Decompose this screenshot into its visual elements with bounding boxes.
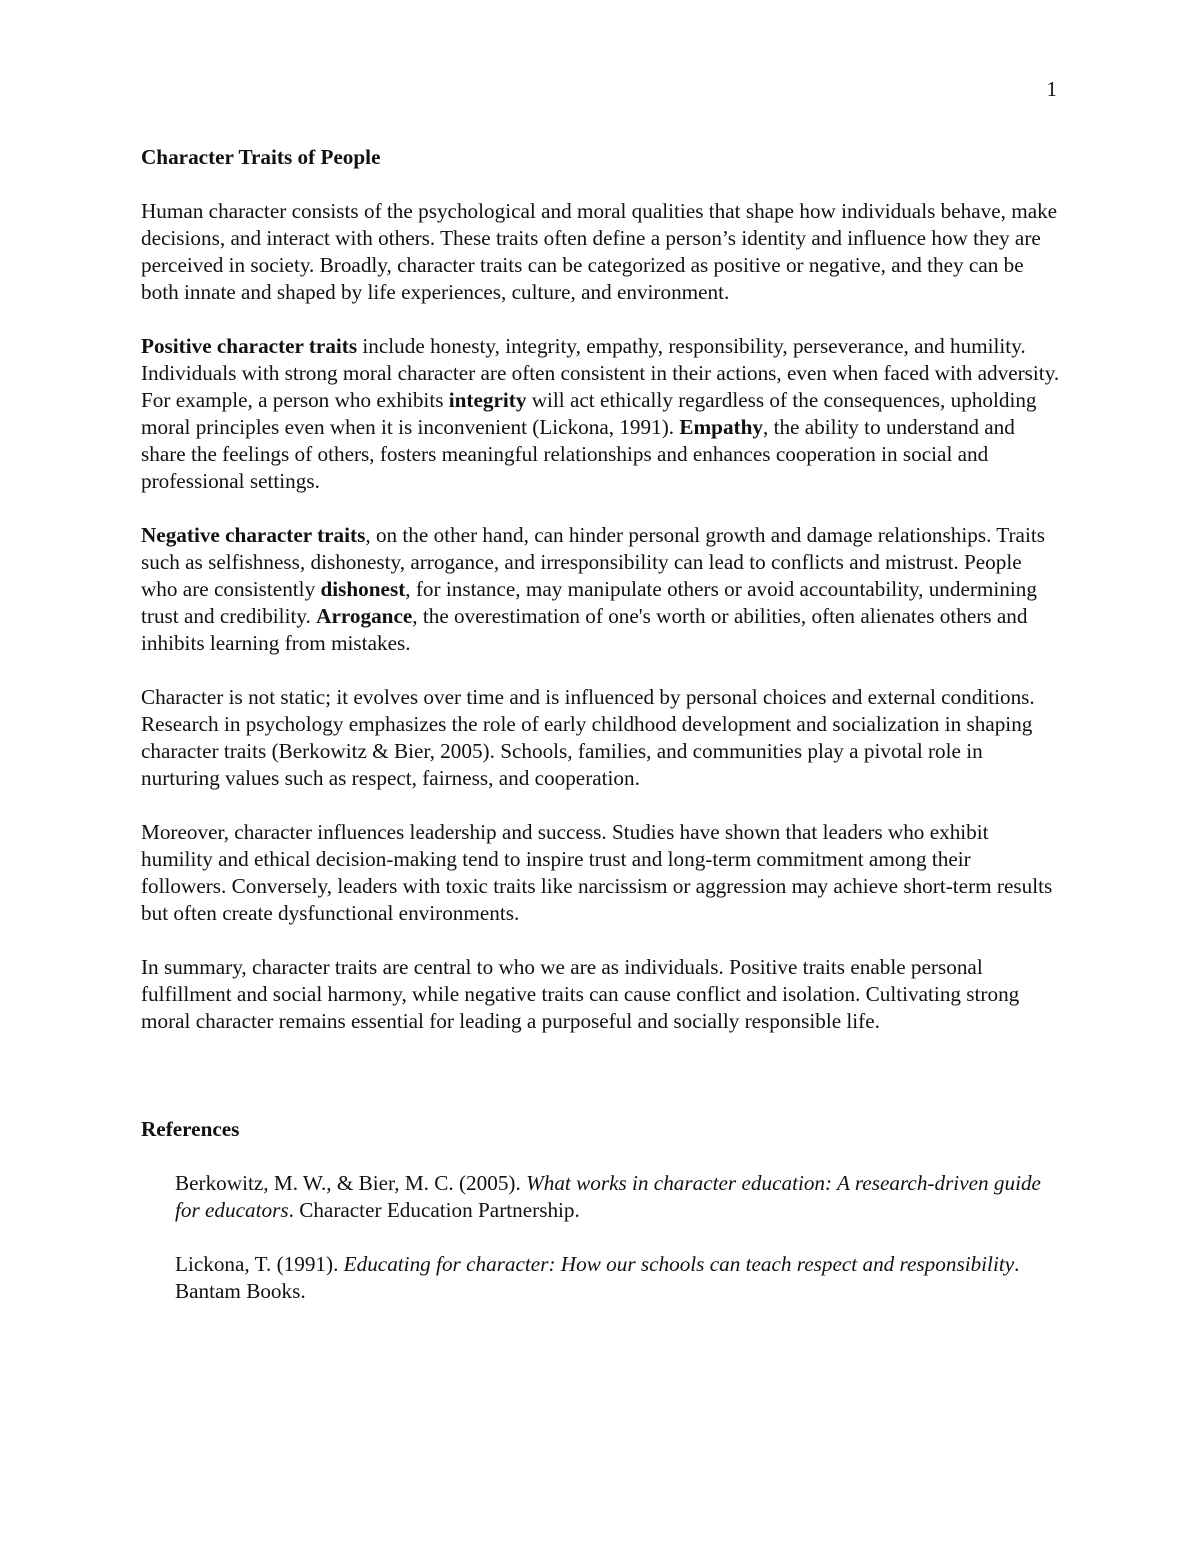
positive-text-1: include honesty, integrity, empathy, responsibility, perseverance, and humility. Individuals with strong moral character are often consistent in their actions, even when faced with adversity. For example, a person who exhibits bbox=[141, 334, 1060, 412]
positive-traits-term: Positive character traits bbox=[141, 334, 358, 358]
character-change-paragraph: Character is not static; it evolves over time and is influenced by personal choices and external conditions. Research in psychology emphasizes the role of early childhood development and socialization in shaping character traits (Berkowitz & Bier, 2005). Schools, families, and communities play a pivotal role in nurturing values such as respect, fairness, and cooperation. bbox=[141, 685, 1035, 790]
positive-text-2: will act ethically regardless of the consequences, upholding moral principles even when it is inconvenient (Lickona, 1991). bbox=[141, 388, 1037, 439]
reference-authors: Berkowitz, M. W., & Bier, M. C. (2005). bbox=[175, 1171, 527, 1195]
reference-publisher: . Character Education Partnership. bbox=[288, 1198, 580, 1222]
positive-text-3: , the ability to understand and share the feelings of others, fosters meaningful relationships and enhances cooperation in social and professional settings. bbox=[141, 415, 1015, 493]
reference-title: What works in character education: A research-driven guide for educators bbox=[175, 1171, 1041, 1222]
negative-traits-paragraph bbox=[141, 522, 1061, 657]
integrity-term: integrity bbox=[448, 388, 527, 412]
reference-publisher: . Bantam Books. bbox=[175, 1252, 1020, 1303]
reference-title: Educating for character: How our schools can teach respect and responsibility bbox=[343, 1252, 1015, 1276]
empathy-term: Empathy bbox=[679, 415, 763, 439]
page-number: 1 bbox=[1046, 77, 1057, 101]
document-body bbox=[141, 144, 1061, 1332]
intro-paragraph: Human character consists of the psychological and moral qualities that shape how individuals behave, make decisions, and interact with others. These traits often define a person’s identity and influence how they are perceived in society. Broadly, character traits can be categorized as positive or negative, and they can be both innate and shaped by life experiences, culture, and environment. bbox=[141, 199, 1058, 304]
negative-text-3: , the overestimation of one's worth or abilities, often alienates others and inhibits learning from mistakes. bbox=[141, 604, 1028, 655]
document-title: Character Traits of People bbox=[141, 145, 381, 169]
reference-item bbox=[175, 1251, 1061, 1305]
negative-text-1: , on the other hand, can hinder personal growth and damage relationships. Traits such as selfishness, dishonesty, arrogance, and irresponsibility can lead to conflicts and mistrust. People who are consistently bbox=[141, 523, 1045, 601]
dishonest-term: dishonest bbox=[320, 577, 406, 601]
negative-text-2: , for instance, may manipulate others or avoid accountability, undermining trust and credibility. bbox=[141, 577, 1037, 628]
negative-traits-term: Negative character traits bbox=[141, 523, 366, 547]
summary-paragraph: In summary, character traits are central to who we are as individuals. Positive traits enable personal fulfillment and social harmony, while negative traits can cause conflict and isolation. Cultivating strong moral character remains essential for leading a purposeful and socially responsible life. bbox=[141, 955, 1020, 1033]
reference-item bbox=[175, 1170, 1061, 1224]
reference-authors: Lickona, T. (1991). bbox=[175, 1252, 344, 1276]
positive-traits-paragraph bbox=[141, 333, 1061, 495]
leadership-paragraph: Moreover, character influences leadership and success. Studies have shown that leaders who exhibit humility and ethical decision-making tend to inspire trust and long-term commitment among their followers. Conversely, leaders with toxic traits like narcissism or aggression may achieve short-term results but often create dysfunctional environments. bbox=[141, 820, 1053, 925]
arrogance-term: Arrogance bbox=[316, 604, 413, 628]
references-heading: References bbox=[141, 1117, 240, 1141]
